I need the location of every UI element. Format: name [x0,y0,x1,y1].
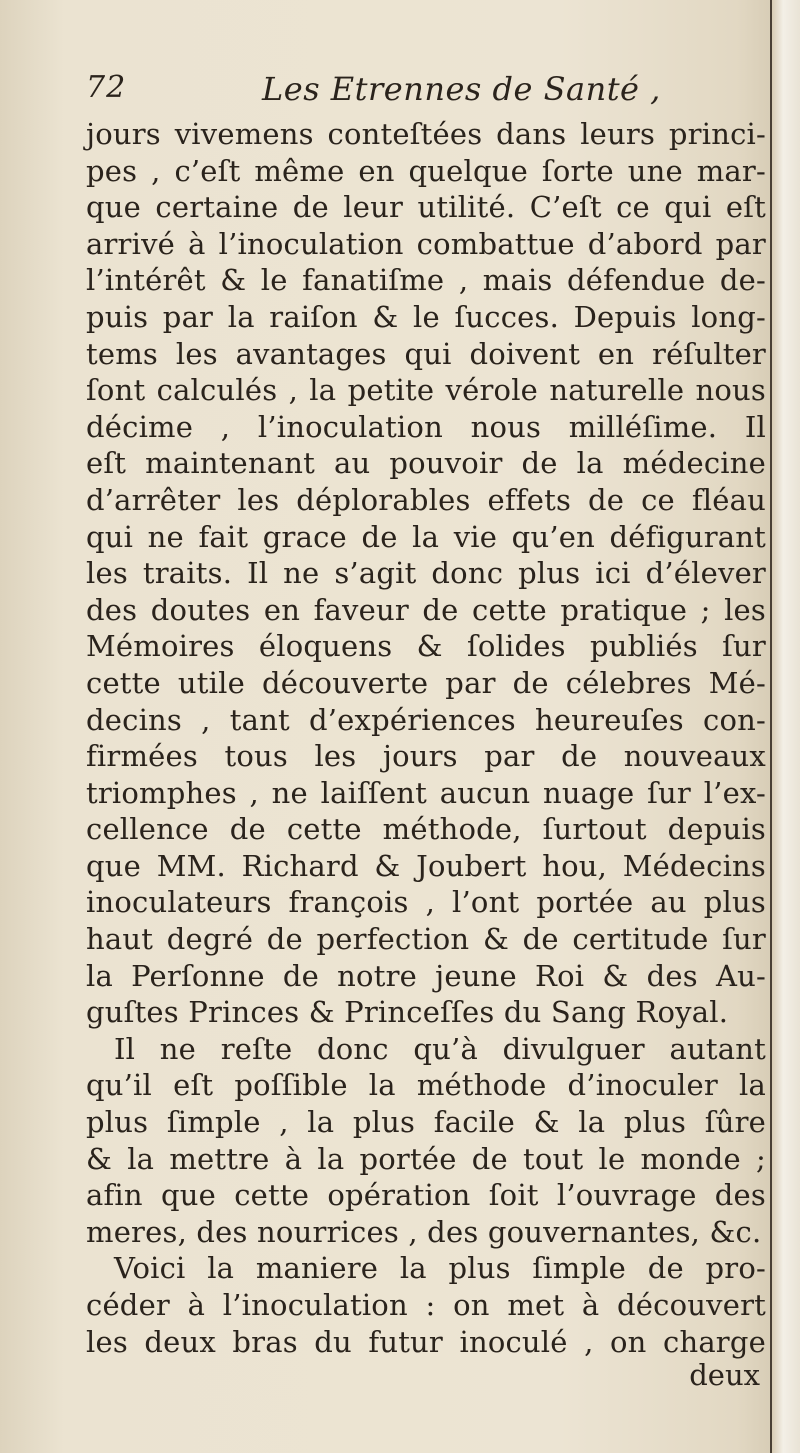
text-line: meres, des nourrices , des gouvernantes, &c. [86,1214,762,1249]
text-line: haut degré de perfection & de certitude ſur [86,922,766,957]
text-line: decins , tant d’expériences heureuſes con- [86,702,766,737]
running-title: Les Etrennes de Santé , [262,70,661,108]
text-line: jours vivemens conteſtées dans leurs princi- [86,117,766,151]
text-line: arrivé à l’inoculation combattue d’abord par [86,226,766,261]
body-text [86,116,766,1396]
text-line: les traits. Il ne s’agit donc plus ici d’élever [86,556,766,591]
text-line: les deux bras du futur inoculé , on charge [86,1324,766,1359]
text-line: triomphes , ne laiſſent aucun nuage ſur l’ex- [86,775,766,810]
page-number: 72 [86,70,127,105]
text-line: d’arrêter les déplorables effets de ce fléau [86,482,766,517]
text-line: plus ſimple , la plus facile & la plus ſûre [86,1105,766,1140]
page-right-edge [770,0,800,1453]
text-line: ſont calculés , la petite vérole naturelle nous [86,373,766,408]
text-line: la Perſonne de notre jeune Roi & des Au- [86,958,766,993]
text-line: & la mettre à la portée de tout le monde ; [86,1141,766,1176]
text-line: des doutes en faveur de cette pratique ; les [86,592,766,627]
text-line: céder à l’inoculation : on met à découvert [86,1288,766,1322]
text-line: Voici la maniere la plus ſimple de pro- [114,1251,766,1286]
page-header [86,70,766,114]
text-line: décime , l’inoculation nous milléſime. Il [86,409,766,444]
text-line: eſt maintenant au pouvoir de la médecine [86,446,766,481]
text-line: que MM. Richard & Joubert hou, Médecins [86,848,766,883]
text-line: inoculateurs françois , l’ont portée au plus [86,885,766,920]
catchword: deux [689,1358,760,1393]
text-line: qu’il eſt poſſible la méthode d’inoculer la [86,1068,766,1103]
text-line: cette utile découverte par de célebres Mé- [86,665,766,700]
text-line: cellence de cette méthode, ſurtout depuis [86,812,766,847]
text-line: pes , c’eſt même en quelque ſorte une mar- [86,153,766,188]
text-line: l’intérêt & le fanatiſme , mais défendue de- [86,263,766,298]
text-line: que certaine de leur utilité. C’eſt ce qui eſt [86,190,766,225]
text-line: tems les avantages qui doivent en réſulter [86,336,766,371]
text-line: afin que cette opération ſoit l’ouvrage des [86,1178,766,1213]
text-line: Mémoires éloquens & ſolides publiés ſur [86,629,766,664]
text-line: firmées tous les jours par de nouveaux [86,739,766,774]
text-line: guſtes Princes & Princeſſes du Sang Royal. [86,995,729,1030]
text-line: qui ne fait grace de la vie qu’en défigurant [86,519,766,554]
text-line: Il ne reſte donc qu’à divulguer autant [114,1031,766,1066]
text-line: puis par la raiſon & le ſucces. Depuis long- [86,299,766,334]
